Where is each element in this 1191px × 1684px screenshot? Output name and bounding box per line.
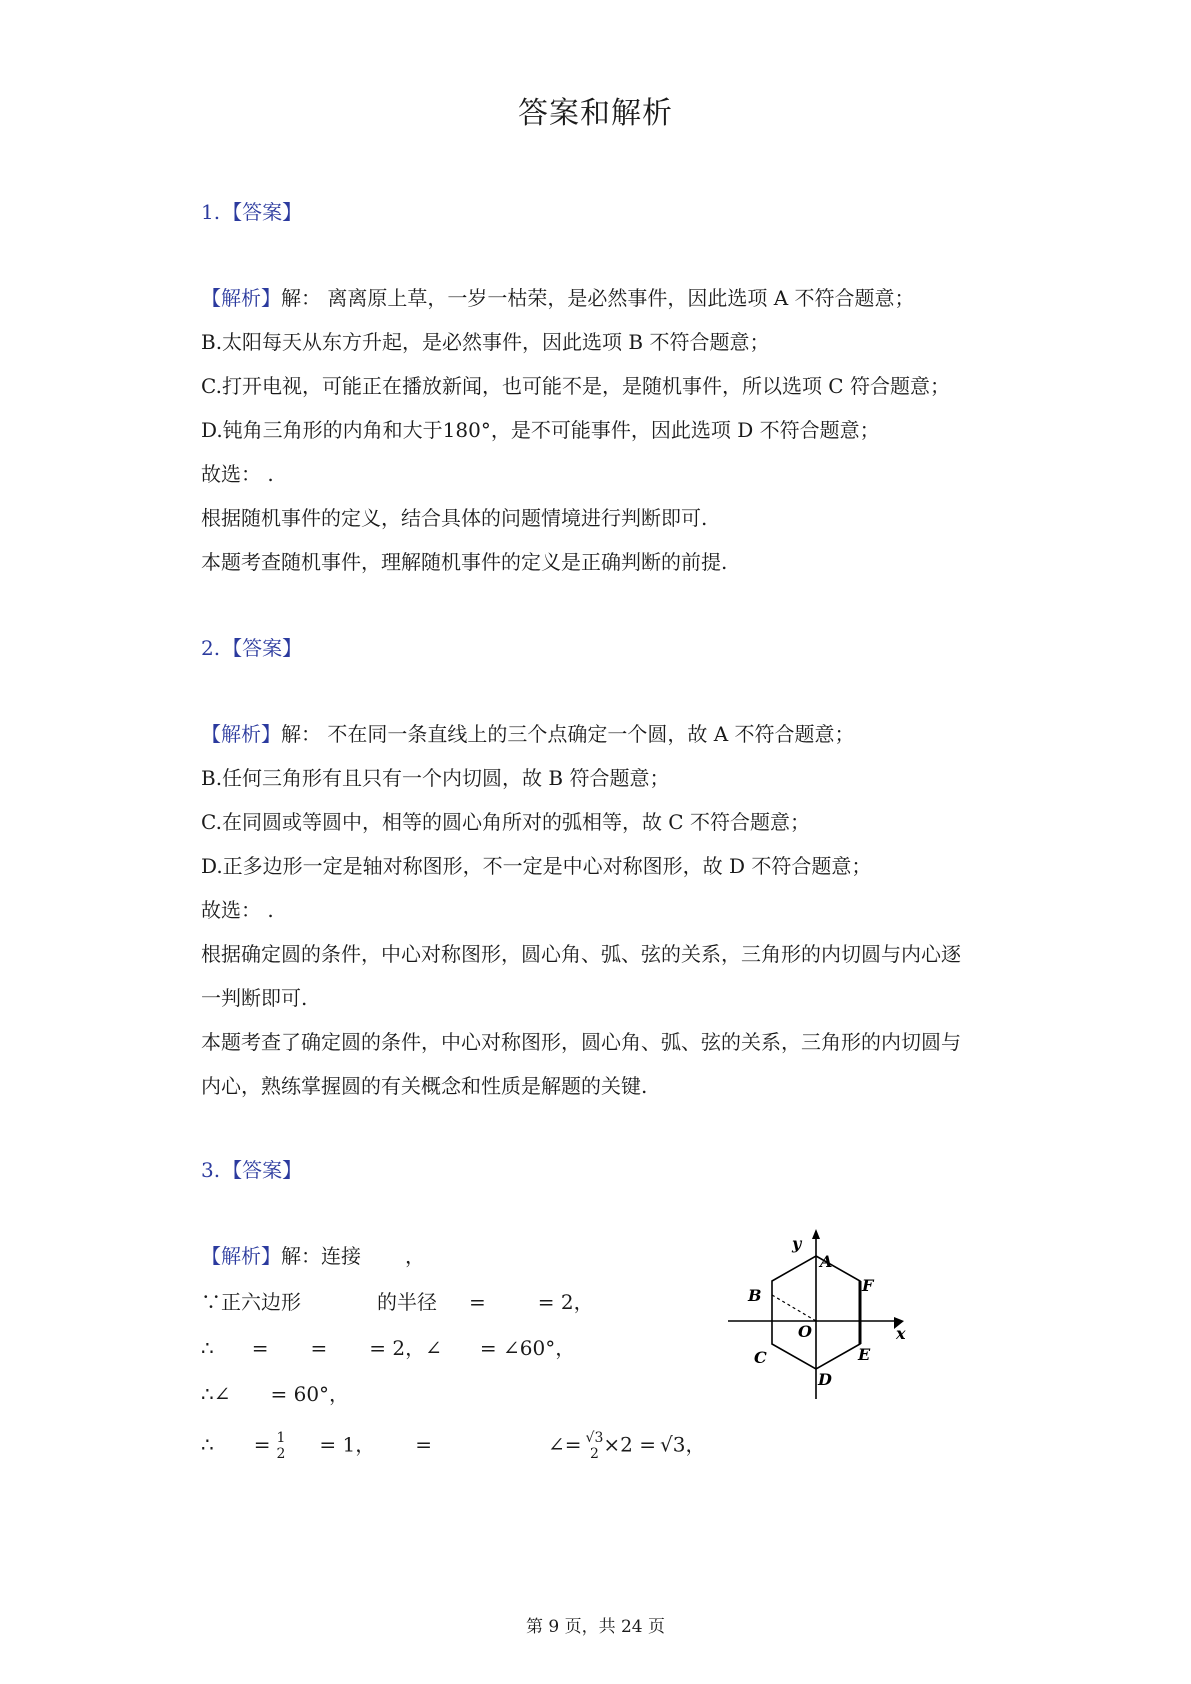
y-axis-arrow <box>812 1229 820 1239</box>
q2-line-9: 内心，熟练掌握圆的有关概念和性质是解题的关键. <box>201 1074 648 1098</box>
page-footer: 第 9 页，共 24 页 <box>525 1617 666 1637</box>
q3-line-2: ∵正六边形 的半径 = = 2， <box>201 1290 594 1314</box>
q1-line-3: C.打开电视，可能正在播放新闻，也可能不是，是随机事件，所以选项 C 符合题意； <box>201 374 950 398</box>
analysis-tag: 【解析】 <box>201 722 281 746</box>
q3-line-3: ∴ = = = 2，∠ = ∠60°， <box>201 1336 576 1360</box>
q2-answer-heading <box>201 632 302 661</box>
q1-number: 1. <box>201 200 221 224</box>
analysis-tag: 【解析】 <box>201 286 281 310</box>
hexagon-coordinate-figure <box>720 1225 930 1405</box>
q2-number: 2. <box>201 636 221 660</box>
label-x: x <box>896 1324 906 1343</box>
label-d: D <box>818 1370 832 1389</box>
q1-line-4: D.钝角三角形的内角和大于180°，是不可能事件，因此选项 D 不符合题意； <box>201 418 880 442</box>
analysis-tag: 【解析】 <box>201 1244 281 1268</box>
answer-tag: 【答案】 <box>222 636 303 660</box>
q1-line-2: B.太阳每天从东方升起，是必然事件，因此选项 B 不符合题意； <box>201 330 770 354</box>
page-title: 答案和解析 <box>518 96 673 131</box>
answer-tag: 【答案】 <box>222 200 303 224</box>
q1-line-7: 本题考查随机事件，理解随机事件的定义是正确判断的前提. <box>201 550 728 574</box>
label-e: E <box>858 1345 871 1364</box>
q3-line-5: ∴ = 1 2 = 1， = ∠= √3 2 ×2 = √3， <box>201 1430 706 1462</box>
q2-line-2: B.任何三角形有且只有一个内切圆，故 B 符合题意； <box>201 766 670 790</box>
q3-analysis-line-1: 【解析】解：连接 ， <box>201 1244 425 1268</box>
q3-answer-heading <box>201 1154 302 1183</box>
label-f: F <box>862 1276 874 1295</box>
q2-line-3: C.在同圆或等圆中，相等的圆心角所对的弧相等，故 C 不符合题意； <box>201 810 810 834</box>
q2-analysis-line-1: 【解析】解： 不在同一条直线上的三个点确定一个圆，故 A 不符合题意； <box>201 722 855 746</box>
q1-line-5: 故选： . <box>201 462 274 486</box>
q1-line-6: 根据随机事件的定义，结合具体的问题情境进行判断即可. <box>201 506 708 530</box>
fraction-one-half: 1 2 <box>276 1430 286 1462</box>
label-o: O <box>798 1322 812 1341</box>
q3-number: 3. <box>201 1158 221 1182</box>
label-c: C <box>754 1348 767 1367</box>
label-a: A <box>820 1252 833 1271</box>
label-y: y <box>792 1234 802 1253</box>
q3-line-4: ∴∠ = 60°， <box>201 1382 350 1406</box>
q2-line-5: 故选： . <box>201 898 274 922</box>
fraction-sqrt3-over-2: √3 2 <box>585 1430 604 1462</box>
segment-bo <box>772 1295 816 1321</box>
answer-tag: 【答案】 <box>222 1158 303 1182</box>
q1-answer-heading <box>201 196 302 225</box>
label-b: B <box>748 1286 762 1305</box>
q2-line-4: D.正多边形一定是轴对称图形，不一定是中心对称图形，故 D 不符合题意； <box>201 854 872 878</box>
q2-line-8: 本题考查了确定圆的条件，中心对称图形，圆心角、弧、弦的关系，三角形的内切圆与 <box>201 1030 961 1054</box>
q2-line-6: 根据确定圆的条件，中心对称图形，圆心角、弧、弦的关系，三角形的内切圆与内心逐 <box>201 942 961 966</box>
q2-line-7: 一判断即可. <box>201 986 308 1010</box>
q1-analysis-line-1: 【解析】解： 离离原上草，一岁一枯荣，是必然事件，因此选项 A 不符合题意； <box>201 286 915 310</box>
